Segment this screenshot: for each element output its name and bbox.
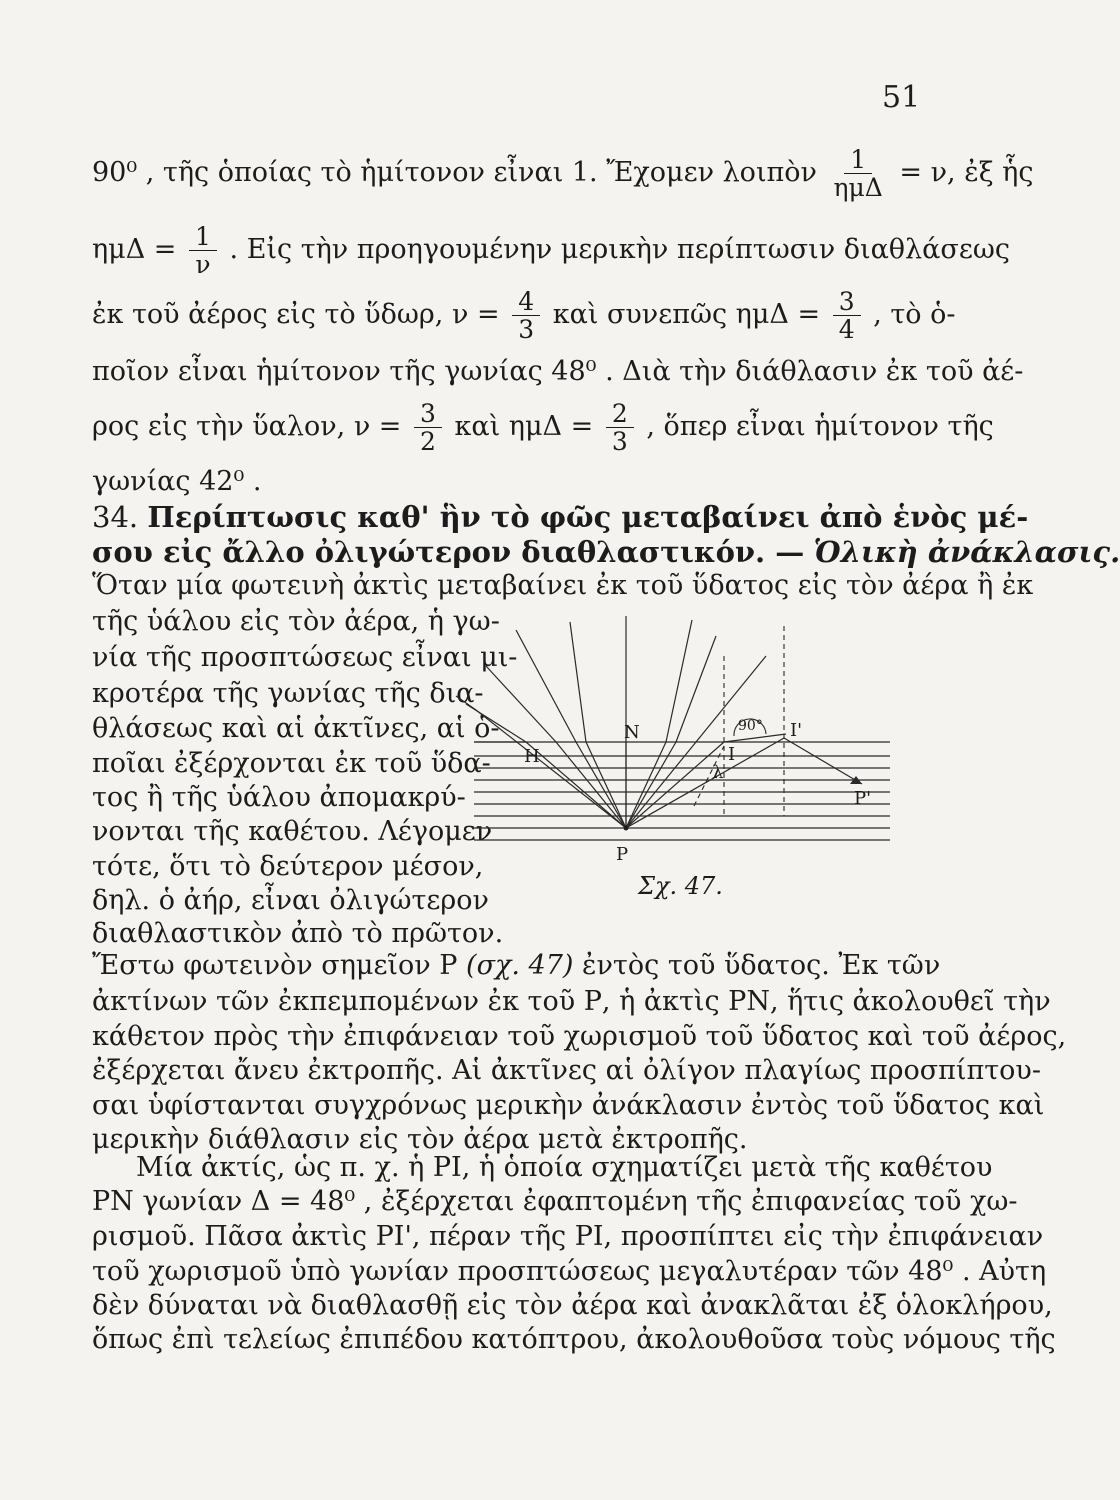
ray-PI-prime	[626, 738, 784, 828]
text-line: θλάσεως καὶ αἱ ἀκτῖνες, αἱ ὁ-	[92, 713, 500, 744]
text-line: ρος εἰς τὴν ὕαλον, ν = $\frac{3}{2}$ καὶ ημΔ = $\frac{2}{3}$ , ὅπερ εἶναι ἡμίτονον τῆς	[92, 399, 994, 456]
text-line: τῆς ὑάλου εἰς τὸν ἀέρα, ἡ γω-	[92, 606, 500, 637]
fraction: $\frac{1}{\text{ημΔ}}$	[833, 145, 883, 202]
text-line: δὲν δύναται νὰ διαθλασθῇ εἰς τὸν ἀέρα καὶ ἀνακλᾶται ἐξ ὁλοκλήρου,	[92, 1290, 1053, 1321]
text-line: Ἔστω φωτεινὸν σημεῖον Ρ (σχ. 47) ἐντὸς τοῦ ὕδατος. Ἐκ τῶν	[92, 950, 941, 981]
section-heading: σου εἰς ἄλλο ὀλιγώτερον διαθλαστικόν. — Ὁλικὴ ἀνάκλασις.	[92, 535, 1120, 569]
fraction: $\frac{1}{\nu}$	[189, 223, 217, 278]
text-line: ποῖον εἶναι ἡμίτονον τῆς γωνίας 48⁰ . Διὰ τὴν διάθλασιν ἐκ τοῦ ἀέ-	[92, 356, 1024, 387]
text-line: γωνίας 42⁰ .	[92, 466, 262, 497]
text-line: μερικὴν διάθλασιν εἰς τὸν ἀέρα μετὰ ἐκτροπῆς.	[92, 1124, 748, 1155]
text-line: νονται τῆς καθέτου. Λέγομεν	[92, 816, 493, 847]
fraction: $\frac{3}{2}$	[414, 400, 442, 455]
text-line: κροτέρα τῆς γωνίας τῆς δια-	[92, 678, 484, 709]
text-line: ὅπως ἐπὶ τελείως ἐπιπέδου κατόπτρου, ἀκολουθοῦσα τοὺς νόμους τῆς	[92, 1324, 1056, 1355]
text-line: Μία ἀκτίς, ὡς π. χ. ἡ ΡΙ, ἡ ὁποία σχηματίζει μετὰ τῆς καθέτου	[136, 1152, 993, 1183]
text-line: ποῖαι ἐξέρχονται ἐκ τοῦ ὕδα-	[92, 748, 491, 779]
text-line: ημΔ = $\frac{1}{\nu}$ . Εἰς τὴν προηγουμένην μερικὴν περίπτωσιν διαθλάσεως	[92, 222, 1010, 279]
figure-caption: Σχ. 47.	[638, 872, 723, 900]
text-line: ΡΝ γωνίαν Δ = 48⁰ , ἐξέρχεται ἐφαπτομένη τῆς ἐπιφανείας τοῦ χω-	[92, 1186, 1018, 1217]
label-90-degrees: 90°	[738, 718, 763, 734]
section-heading: 34. Περίπτωσις καθ' ἣν τὸ φῶς μεταβαίνει ἀπὸ ἑνὸς μέ-	[92, 500, 1029, 534]
text-line: τότε, ὅτι τὸ δεύτερον μέσον,	[92, 851, 484, 882]
text-line: κάθετον πρὸς τὴν ἐπιφάνειαν τοῦ χωρισμοῦ τοῦ ὕδατος καὶ τοῦ ἀέρος,	[92, 1021, 1067, 1052]
text-line: ἀκτίνων τῶν ἐκπεμπομένων ἐκ τοῦ Ρ, ἡ ἀκτὶς ΡΝ, ἥτις ἀκολουθεῖ τὴν	[92, 986, 1051, 1017]
text-line: διαθλαστικὸν ἀπὸ τὸ πρῶτον.	[92, 918, 504, 949]
text-line: ἐκ τοῦ ἀέρος εἰς τὸ ὕδωρ, ν = $\frac{4}{3}$ καὶ συνεπῶς ημΔ = $\frac{3}{4}$ , τὸ ὁ-	[92, 287, 956, 344]
fraction: $\frac{4}{3}$	[512, 288, 540, 343]
figure-47	[466, 616, 896, 912]
reflected-ray	[784, 738, 862, 784]
label-lambda: λ	[712, 762, 724, 783]
page-number: 51	[882, 80, 921, 115]
fraction: $\frac{3}{4}$	[833, 288, 861, 343]
label-I-prime: I'	[790, 720, 803, 741]
label-P: P	[616, 844, 629, 865]
text-line: ἐξέρχεται ἄνευ ἐκτροπῆς. Αἱ ἀκτῖνες αἱ ὀλίγον πλαγίως προσπίπτου-	[92, 1055, 1041, 1086]
fraction: $\frac{2}{3}$	[606, 400, 634, 455]
label-N: N	[624, 722, 640, 743]
text-line: δηλ. ὁ ἀήρ, εἶναι ὀλιγώτερον	[92, 885, 489, 916]
text-line: τοῦ χωρισμοῦ ὑπὸ γωνίαν προσπτώσεως μεγαλυτέραν τῶν 48⁰ . Αὐτη	[92, 1256, 1047, 1287]
text-line: σαι ὑφίστανται συγχρόνως μερικὴν ἀνάκλασιν ἐντὸς τοῦ ὕδατος καὶ	[92, 1090, 1045, 1121]
text-line: νία τῆς προσπτώσεως εἶναι μι-	[92, 642, 518, 673]
text-line: Ὅταν μία φωτεινὴ ἀκτὶς μεταβαίνει ἐκ τοῦ ὕδατος εἰς τὸν ἀέρα ἢ ἐκ	[92, 570, 1034, 601]
label-I: I	[728, 744, 736, 765]
text-line: τος ἢ τῆς ὑάλου ἀπομακρύ-	[92, 782, 466, 813]
text-line: 90⁰ , τῆς ὁποίας τὸ ἡμίτονον εἶναι 1. Ἔχομεν λοιπὸν $\frac{1}{\text{ημΔ}}$ = ν, ἐξ ἧς	[92, 145, 1034, 202]
ray-PI	[626, 742, 724, 828]
text-line: ρισμοῦ. Πᾶσα ἀκτὶς ΡΙ', πέραν τῆς ΡΙ, προσπίπτει εἰς τὴν ἐπιφάνειαν	[92, 1221, 1044, 1252]
label-P-prime: P'	[854, 788, 872, 809]
label-H: H	[524, 746, 540, 767]
